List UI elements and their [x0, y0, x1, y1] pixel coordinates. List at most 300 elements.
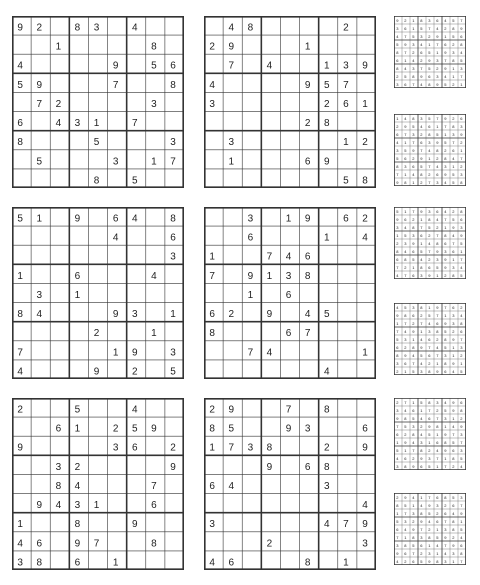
solution-cell: 5 — [436, 535, 439, 541]
solution-cell: 2 — [436, 511, 439, 517]
solution-cell: 7 — [412, 551, 415, 557]
solution-cell: 4 — [428, 148, 431, 154]
solution-cell: 3 — [436, 400, 439, 406]
puzzle-cell: 4 — [324, 519, 330, 531]
solution-cell: 5 — [436, 265, 439, 271]
solution-cell: 8 — [460, 408, 463, 414]
solution-cell: 5 — [460, 58, 463, 64]
puzzle-cell: 8 — [304, 557, 311, 569]
solution-cell: 3 — [420, 535, 423, 541]
puzzle-cell: 9 — [112, 60, 119, 72]
solution-cell: 2 — [420, 313, 423, 319]
solution-cell: 4 — [420, 361, 423, 367]
solution-cell: 5 — [412, 257, 415, 263]
solution-cell: 9 — [444, 432, 447, 438]
puzzle-cell: 1 — [112, 557, 119, 569]
sudoku-puzzle — [204, 398, 376, 570]
solution-cell: 5 — [428, 50, 431, 56]
solution-cell: 3 — [436, 74, 439, 80]
puzzle-cell: 6 — [285, 289, 292, 301]
puzzle-cell: 1 — [324, 60, 330, 72]
solution-cell: 8 — [444, 156, 447, 162]
solution-cell: 7 — [436, 353, 439, 359]
puzzle-cell: 1 — [228, 156, 235, 168]
puzzle-cell: 2 — [170, 442, 176, 454]
solution-cell: 4 — [412, 58, 415, 64]
solution-cell: 1 — [412, 400, 415, 406]
solution-cell: 4 — [460, 265, 463, 271]
solution-cell: 2 — [460, 416, 463, 422]
solution-cell: 9 — [444, 172, 447, 178]
solution-cell: 6 — [404, 551, 407, 557]
solution-cell: 9 — [436, 249, 439, 255]
solution-cell: 3 — [396, 82, 399, 88]
solution-cell: 5 — [428, 464, 431, 470]
puzzle-cell: 2 — [74, 461, 81, 473]
solution-cell: 2 — [460, 353, 463, 359]
solution-cell: 2 — [404, 345, 407, 351]
solution-cell: 5 — [452, 172, 455, 178]
puzzle-cell: 2 — [324, 442, 330, 454]
solution-cell: 9 — [428, 58, 431, 64]
solution-cell: 7 — [404, 50, 407, 56]
solution-cell: 5 — [420, 249, 423, 255]
solution-cell: 2 — [420, 551, 423, 557]
solution-cell: 7 — [460, 257, 463, 263]
solution-cell: 1 — [444, 34, 447, 40]
puzzle-cell: 6 — [112, 213, 119, 225]
solution-cell: 3 — [452, 321, 455, 327]
solution-cell: 8 — [412, 432, 415, 438]
solution-cell: 5 — [460, 527, 463, 533]
solution-cell: 4 — [428, 519, 431, 525]
solution-cell: 3 — [396, 225, 399, 231]
solution-cell: 3 — [428, 329, 431, 335]
solution-cell: 7 — [404, 511, 407, 517]
solution-cell: 5 — [404, 424, 407, 430]
puzzle-cell: 3 — [209, 98, 215, 110]
puzzle-cell: 7 — [112, 79, 119, 91]
solution-cell: 6 — [404, 361, 407, 367]
solution-cell: 4 — [444, 551, 447, 557]
solution-cell: 3 — [444, 249, 447, 255]
solution-cell: 5 — [460, 456, 463, 462]
solution-cell: 2 — [404, 18, 407, 24]
solution-cell: 5 — [428, 511, 431, 517]
puzzle-cell: 4 — [112, 232, 119, 244]
puzzle-cell: 5 — [17, 213, 23, 225]
solution-cell: 6 — [444, 511, 447, 517]
solution-cell: 3 — [404, 241, 407, 247]
puzzle-cell: 6 — [343, 98, 349, 110]
solution-cell: 8 — [436, 329, 439, 335]
solution-cell: 2 — [428, 448, 431, 454]
solution-cell: 5 — [396, 42, 399, 48]
solution-cell: 8 — [460, 209, 463, 215]
solution-cell: 9 — [428, 273, 431, 279]
solution-cell: 8 — [436, 424, 439, 430]
solution-cell: 9 — [452, 400, 455, 406]
solution-cell: 1 — [412, 18, 415, 24]
solution-cell: 6 — [460, 329, 463, 335]
solution-cell: 2 — [412, 321, 415, 327]
puzzle-cell: 2 — [343, 22, 349, 34]
puzzle-cell: 5 — [17, 79, 23, 91]
solution-cell: 7 — [404, 400, 407, 406]
puzzle-cell: 9 — [17, 442, 23, 454]
solution-cell: 8 — [452, 273, 455, 279]
puzzle-cell: 8 — [170, 213, 176, 225]
solution-cell: 9 — [460, 424, 463, 430]
puzzle-cell: 9 — [266, 309, 273, 321]
solution-cell: 8 — [420, 265, 423, 271]
solution-cell: 6 — [420, 50, 423, 56]
solution-cell: 3 — [420, 369, 423, 375]
solution-cell: 1 — [436, 273, 439, 279]
puzzle-cell: 1 — [324, 232, 330, 244]
solution-cell: 3 — [396, 464, 399, 470]
solution-cell: 4 — [420, 503, 423, 509]
solution-cell: 7 — [428, 26, 431, 32]
solution-cell: 6 — [412, 164, 415, 170]
puzzle-cell: 7 — [304, 328, 311, 340]
puzzle-cell: 8 — [209, 328, 215, 340]
solution-cell: 8 — [444, 495, 447, 501]
solution-cell: 6 — [436, 519, 439, 525]
puzzle-cell: 3 — [343, 60, 349, 72]
solution-cell: 6 — [460, 543, 463, 549]
solution-cell: 9 — [412, 148, 415, 154]
solution-cell: 3 — [420, 440, 423, 446]
solution-cell: 9 — [428, 424, 431, 430]
puzzle-cell: 8 — [209, 423, 215, 435]
solution-cell: 7 — [428, 495, 431, 501]
puzzle-cell: 9 — [151, 423, 157, 435]
solution-cell: 4 — [436, 543, 439, 549]
solution-cell: 1 — [436, 432, 439, 438]
solution-cell: 1 — [396, 233, 399, 239]
solution-cell: 7 — [412, 140, 415, 146]
solution-cell: 8 — [452, 26, 455, 32]
solution-cell: 6 — [436, 209, 439, 215]
solution-cell: 8 — [444, 233, 447, 239]
solution-cell: 4 — [404, 329, 407, 335]
solution-cell: 9 — [452, 361, 455, 367]
solution-cell: 7 — [436, 42, 439, 48]
solution-cell: 4 — [452, 369, 455, 375]
solution-cell: 3 — [460, 448, 463, 454]
solution-cell: 7 — [412, 361, 415, 367]
puzzle-cell: 8 — [93, 175, 100, 187]
solution-cell: 5 — [428, 432, 431, 438]
puzzle-cell: 9 — [17, 22, 23, 34]
solution-cell: 8 — [404, 543, 407, 549]
solution-cell: 7 — [444, 124, 447, 130]
puzzle-cell: 8 — [324, 118, 330, 130]
solution-cell: 6 — [396, 257, 399, 263]
solution-cell: 8 — [436, 148, 439, 154]
solution-cell: 8 — [452, 527, 455, 533]
sudoku-solution — [394, 398, 466, 470]
solution-cell: 5 — [444, 329, 447, 335]
solution-cell: 1 — [460, 519, 463, 525]
solution-cell: 2 — [444, 503, 447, 509]
puzzle-cell: 5 — [132, 175, 138, 187]
puzzle-cell: 4 — [132, 22, 138, 34]
puzzle-cell: 3 — [304, 423, 311, 435]
puzzle-cell: 4 — [285, 251, 292, 263]
puzzle-cell: 1 — [74, 289, 81, 301]
solution-cell: 1 — [404, 140, 407, 146]
solution-cell: 5 — [412, 124, 415, 130]
solution-cell: 8 — [452, 124, 455, 130]
solution-cell: 8 — [412, 74, 415, 80]
puzzle-cell: 4 — [304, 309, 311, 321]
solution-cell: 5 — [452, 180, 455, 186]
solution-cell: 4 — [404, 408, 407, 414]
solution-cell: 9 — [452, 337, 455, 343]
solution-cell: 4 — [396, 559, 399, 565]
solution-cell: 9 — [396, 416, 399, 422]
solution-cell: 3 — [452, 132, 455, 138]
puzzle-cell: 9 — [228, 404, 235, 416]
solution-cell: 9 — [412, 464, 415, 470]
puzzle-cell: 3 — [36, 289, 43, 301]
solution-cell: 4 — [452, 511, 455, 517]
solution-cell: 6 — [428, 416, 431, 422]
solution-cell: 7 — [428, 164, 431, 170]
solution-cell: 8 — [452, 456, 455, 462]
puzzle-cell: 8 — [55, 480, 62, 492]
puzzle-cell: 7 — [132, 118, 138, 130]
solution-cell: 1 — [412, 337, 415, 343]
solution-cell: 9 — [404, 440, 407, 446]
solution-cell: 1 — [444, 132, 447, 138]
puzzle-cell: 1 — [17, 270, 23, 282]
solution-cell: 6 — [404, 456, 407, 462]
puzzle-cell: 7 — [228, 442, 235, 454]
solution-cell: 1 — [460, 82, 463, 88]
solution-cell: 5 — [444, 408, 447, 414]
puzzle-cell: 2 — [209, 404, 215, 416]
solution-cell: 4 — [404, 225, 407, 231]
solution-cell: 1 — [444, 424, 447, 430]
solution-cell: 1 — [452, 559, 455, 565]
solution-cell: 2 — [452, 42, 455, 48]
puzzle-cell: 4 — [17, 60, 23, 72]
solution-cell: 9 — [460, 511, 463, 517]
puzzle-cell: 2 — [112, 423, 119, 435]
solution-cell: 7 — [396, 172, 399, 178]
solution-cell: 2 — [436, 225, 439, 231]
puzzle-cell: 3 — [170, 251, 176, 263]
solution-cell: 1 — [436, 361, 439, 367]
solution-cell: 6 — [428, 353, 431, 359]
solution-cell: 3 — [460, 172, 463, 178]
solution-cell: 1 — [452, 66, 455, 72]
solution-cell: 5 — [420, 353, 423, 359]
puzzle-cell: 4 — [55, 118, 62, 130]
solution-cell: 7 — [436, 313, 439, 319]
solution-cell: 8 — [396, 503, 399, 509]
solution-cell: 2 — [420, 132, 423, 138]
solution-cell: 4 — [412, 440, 415, 446]
puzzle-cell: 7 — [151, 480, 157, 492]
solution-cell: 9 — [412, 527, 415, 533]
solution-cell: 6 — [420, 233, 423, 239]
solution-cell: 4 — [444, 400, 447, 406]
solution-cell: 2 — [428, 257, 431, 263]
solution-cell: 8 — [404, 416, 407, 422]
solution-cell: 9 — [444, 448, 447, 454]
solution-cell: 3 — [404, 337, 407, 343]
solution-cell: 9 — [420, 209, 423, 215]
puzzle-cell: 2 — [362, 213, 368, 225]
solution-cell: 4 — [420, 416, 423, 422]
solution-cell: 6 — [412, 273, 415, 279]
solution-cell: 9 — [428, 559, 431, 565]
solution-cell: 9 — [444, 116, 447, 122]
solution-cell: 9 — [420, 456, 423, 462]
solution-cell: 3 — [412, 42, 415, 48]
solution-cell: 3 — [412, 511, 415, 517]
solution-cell: 4 — [436, 26, 439, 32]
solution-cell: 1 — [396, 440, 399, 446]
puzzle-cell: 8 — [324, 404, 330, 416]
solution-cell: 1 — [404, 58, 407, 64]
solution-cell: 1 — [420, 241, 423, 247]
solution-cell: 4 — [404, 249, 407, 255]
solution-cell: 6 — [436, 172, 439, 178]
puzzle-cell: 3 — [285, 270, 292, 282]
puzzle-cell: 8 — [74, 22, 81, 34]
solution-cell: 4 — [428, 321, 431, 327]
solution-cell: 3 — [404, 164, 407, 170]
solution-cell: 7 — [404, 321, 407, 327]
puzzle-cell: 9 — [132, 347, 138, 359]
puzzle-cell: 7 — [343, 519, 349, 531]
solution-cell: 9 — [444, 535, 447, 541]
puzzle-cell: 8 — [324, 461, 330, 473]
solution-cell: 7 — [436, 233, 439, 239]
puzzle-cell: 8 — [36, 557, 43, 569]
puzzle-cell: 9 — [93, 366, 100, 378]
solution-cell: 9 — [436, 140, 439, 146]
solution-cell: 8 — [404, 313, 407, 319]
solution-cell: 9 — [396, 551, 399, 557]
puzzle-cell: 9 — [324, 156, 330, 168]
solution-cell: 8 — [444, 440, 447, 446]
puzzle-cell: 2 — [36, 22, 43, 34]
puzzle-cell: 9 — [74, 213, 81, 225]
puzzle-cell: 7 — [170, 156, 176, 168]
solution-cell: 3 — [460, 345, 463, 351]
solution-cell: 9 — [420, 74, 423, 80]
solution-cell: 1 — [412, 180, 415, 186]
sudoku-solution — [394, 114, 466, 186]
puzzle-cell: 4 — [17, 538, 23, 550]
puzzle-cell: 3 — [209, 519, 215, 531]
puzzle-cell: 6 — [170, 60, 176, 72]
puzzle-cell: 1 — [285, 213, 292, 225]
puzzle-cell: 9 — [228, 41, 235, 53]
solution-cell: 1 — [404, 369, 407, 375]
solution-cell: 8 — [412, 345, 415, 351]
solution-cell: 7 — [436, 116, 439, 122]
solution-cell: 8 — [428, 400, 431, 406]
solution-cell: 3 — [428, 140, 431, 146]
puzzle-cell: 2 — [132, 366, 138, 378]
puzzle-cell: 8 — [17, 309, 23, 321]
puzzle-cell: 9 — [132, 519, 138, 531]
puzzle-cell: 4 — [132, 404, 138, 416]
solution-cell: 3 — [460, 124, 463, 130]
solution-cell: 1 — [436, 551, 439, 557]
solution-cell: 2 — [444, 26, 447, 32]
solution-cell: 6 — [396, 58, 399, 64]
solution-cell: 4 — [460, 313, 463, 319]
puzzle-cell: 6 — [304, 251, 311, 263]
solution-cell: 1 — [444, 456, 447, 462]
solution-cell: 8 — [428, 369, 431, 375]
puzzle-cell: 5 — [132, 423, 138, 435]
puzzle-cell: 9 — [304, 213, 311, 225]
solution-cell: 5 — [404, 305, 407, 311]
puzzle-cell: 2 — [55, 98, 62, 110]
solution-cell: 5 — [452, 495, 455, 501]
solution-cell: 4 — [420, 124, 423, 130]
solution-cell: 2 — [436, 408, 439, 414]
solution-cell: 8 — [436, 559, 439, 565]
solution-cell: 1 — [436, 124, 439, 130]
solution-cell: 2 — [444, 273, 447, 279]
solution-cell: 5 — [404, 503, 407, 509]
solution-cell: 4 — [404, 527, 407, 533]
sudoku-solution — [394, 493, 466, 565]
solution-cell: 5 — [420, 400, 423, 406]
puzzle-cell: 7 — [209, 270, 215, 282]
solution-cell: 8 — [428, 132, 431, 138]
solution-cell: 7 — [404, 34, 407, 40]
solution-cell: 8 — [428, 82, 431, 88]
solution-cell: 4 — [396, 140, 399, 146]
puzzle-cell: 3 — [93, 22, 100, 34]
solution-cell: 5 — [428, 313, 431, 319]
solution-cell: 2 — [444, 148, 447, 154]
solution-cell: 9 — [420, 519, 423, 525]
solution-cell: 1 — [444, 313, 447, 319]
solution-cell: 2 — [412, 217, 415, 223]
puzzle-cell: 3 — [324, 480, 330, 492]
solution-cell: 6 — [404, 217, 407, 223]
solution-cell: 4 — [396, 34, 399, 40]
solution-cell: 6 — [412, 408, 415, 414]
solution-cell: 2 — [436, 156, 439, 162]
solution-cell: 8 — [420, 511, 423, 517]
solution-cell: 9 — [412, 329, 415, 335]
puzzle-cell: 6 — [132, 442, 138, 454]
solution-cell: 7 — [420, 225, 423, 231]
solution-cell: 3 — [428, 209, 431, 215]
solution-cell: 4 — [452, 156, 455, 162]
solution-cell: 4 — [404, 116, 407, 122]
sudoku-solution — [394, 207, 466, 279]
solution-cell: 1 — [460, 361, 463, 367]
puzzle-cell: 1 — [93, 118, 100, 130]
solution-cell: 7 — [460, 74, 463, 80]
puzzle-cell: 6 — [209, 309, 215, 321]
solution-cell: 9 — [420, 156, 423, 162]
